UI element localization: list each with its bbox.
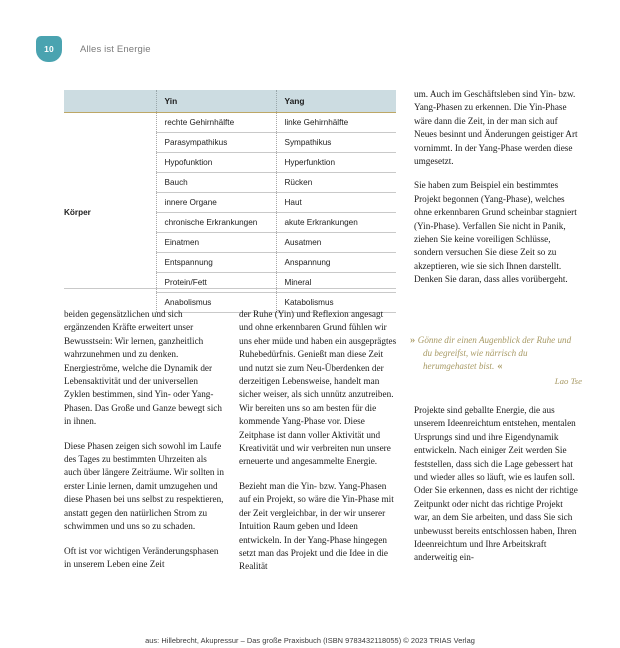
page-number-badge: 10 xyxy=(36,36,62,62)
table-cell-yin: rechte Gehirnhälfte xyxy=(156,113,276,133)
paragraph: Sie haben zum Beispiel ein bestimmtes Projekt begonnen (Yang-Phase), welches ohne erkennbaren Grund scheinbar stagniert (Yin-Phase). Verfallen Sie nicht in Panik, ziehen Sie keine voreiligen Schlüsse, sondern versuchen Sie diese Zeit so zu akzeptieren, wie sie sich Ihnen darstellt. Denken Sie daran, dass alles vorübergeht. xyxy=(414,180,577,285)
table-cell-yang: akute Erkrankungen xyxy=(276,213,396,233)
table-body xyxy=(64,113,396,313)
text-column-right xyxy=(414,88,579,298)
paragraph: der Ruhe (Yin) und Reflexion angesagt und ohne erkennbaren Grund fühlen wir uns eher müde und haben ein ausgeprägtes Ruhebedürfnis. Genießt man diese Zeit und nutzt sie zum Neu-Überdenken der derzeitigen Lebensweise, handelt man sicher weiser, als sich unnütz anzutreiben. Wir bereiten uns so am besten für die kommende Yang-Phase vor. Diese Zeitphase ist dann voller Aktivität und Kreativität und wir verbreiten nun unsere erneuerte und angesammelte Energie. xyxy=(239,309,397,467)
quote-close-mark: « xyxy=(497,361,502,373)
table-cell-yang: Katabolismus xyxy=(276,293,396,313)
table-cell-yin: Hypofunktion xyxy=(156,153,276,173)
paragraph: Diese Phasen zeigen sich sowohl im Laufe des Tages zu bestimmten Uhrzeiten als auch über längere Zeiträume. Wir sollten in erster Linie lernen, damit umzugehen und diese Phasen bei uns selbst zu respektieren, anstatt gegen den natürlichen Strom zu schwimmen und uns so zu schaden. xyxy=(64,440,224,532)
running-head xyxy=(36,36,396,62)
table-cell-yang: Ausatmen xyxy=(276,233,396,253)
pull-quote-text-line xyxy=(410,334,582,374)
pull-quote-text: Gönne dir einen Augenblick der Ruhe und du begreifst, wie närrisch du herumgehastet bist. xyxy=(417,335,572,372)
paragraph: beiden gegensätzlichen und sich ergänzenden Kräfte erweitert unser Bewusstsein: Wir lernen, ganzheitlich wahrzunehmen und zu denken. Energieströme, welche die Dynamik der Lebensaktivität und der universellen Zyklen bestimmen, sind Yin- oder Yang-Phasen. Das Große und Ganze bewegt sich in ihnen. xyxy=(64,309,222,427)
table-cell-yang: Hyperfunktion xyxy=(276,153,396,173)
table-cell-yang: linke Gehirnhälfte xyxy=(276,113,396,133)
pull-quote xyxy=(410,334,582,388)
paragraph: Bezieht man die Yin- bzw. Yang-Phasen auf ein Projekt, so wäre die Yin-Phase mit der Zeit vergleichbar, in der wir unserer Intuition Raum geben und Ideen entwickeln. In der Yang-Phase hingegen setzt man das Projekt und die Idee in die Realität xyxy=(239,480,394,572)
text-column-left xyxy=(64,308,224,582)
table-cell-yin: innere Organe xyxy=(156,193,276,213)
table-row-label: Körper xyxy=(64,208,91,218)
table-bottom-rule xyxy=(64,288,396,289)
paragraph: Projekte sind geballte Energie, die aus unserem Ideenreichtum entstehen, mentalen Ursprungs sind und ihre Eigendynamik entwickeln. Nach einiger Zeit werden Sie feststellen, dass sich die Lage gebessert hat und wieder alles so läuft, wie es laufen soll. Oder Sie erkennen, dass es nicht der richtige Zeitpunkt oder nicht das richtige Projekt war, an dem Sie arbeiten, und dass Sie sich unbewusst bereits entschlossen haben, Ihren Ideenreichtum und Ihre Arbeitskraft anderweitig ein- xyxy=(414,405,578,563)
pull-quote-attribution: Lao Tse xyxy=(554,375,582,386)
paragraph: Oft ist vor wichtigen Veränderungsphasen in unserem Leben eine Zeit xyxy=(64,545,219,569)
table-header-blank xyxy=(64,90,156,113)
table-cell-yin: Entspannung xyxy=(156,253,276,273)
table-cell-yin: Parasympathikus xyxy=(156,133,276,153)
table-cell-yin: chronische Erkrankungen xyxy=(156,213,276,233)
table-cell-yin: Bauch xyxy=(156,173,276,193)
table-cell-yin: Einatmen xyxy=(156,233,276,253)
table-header-yin: Yin xyxy=(156,90,276,113)
table-header xyxy=(64,90,396,113)
chapter-title: Alles ist Energie xyxy=(80,43,151,55)
paragraph: um. Auch im Geschäftsleben sind Yin- bzw. Yang-Phasen zu erkennen. Die Yin-Phase wäre dann die Zeit, in der man sich auf Neues besinnt und Änderungen geistiger Art vornimmt. In der Yang-Phase werden diese umgesetzt. xyxy=(414,89,578,167)
table-header-yang: Yang xyxy=(276,90,396,113)
table-cell-yin: Protein/Fett xyxy=(156,273,276,293)
table-header-row xyxy=(64,90,396,113)
table-cell-yang: Rücken xyxy=(276,173,396,193)
table-cell-yin: Anabolismus xyxy=(156,293,276,313)
table-row xyxy=(64,113,396,133)
table-cell-yang: Mineral xyxy=(276,273,396,293)
table-cell-yang: Anspannung xyxy=(276,253,396,273)
footer-credit: aus: Hillebrecht, Akupressur – Das große Praxisbuch (ISBN 9783432118055) © 2023 TRIAS Verlag xyxy=(145,636,475,645)
text-column-right-lower xyxy=(414,404,579,565)
text-column-middle xyxy=(239,308,399,585)
table-cell-yang: Haut xyxy=(276,193,396,213)
yin-yang-table xyxy=(64,90,396,313)
table-cell-yang: Sympathikus xyxy=(276,133,396,153)
quote-open-mark: » xyxy=(410,335,415,346)
